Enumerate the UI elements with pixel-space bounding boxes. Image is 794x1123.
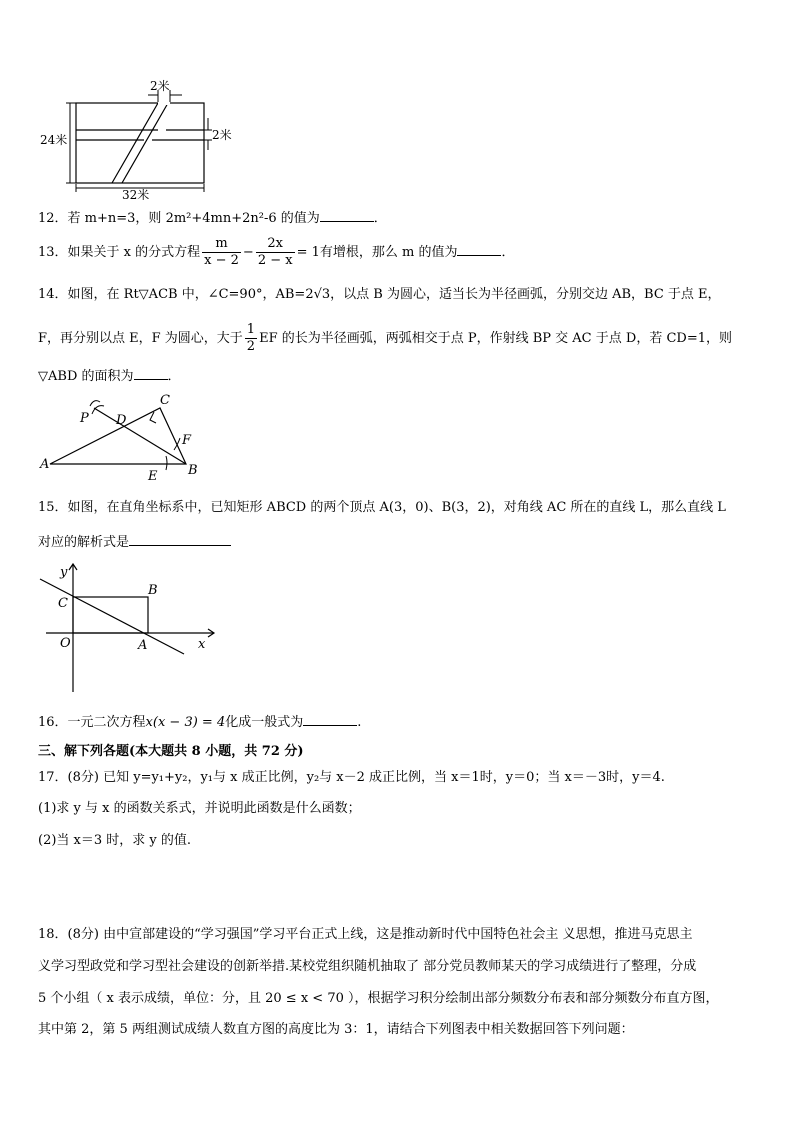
question-18-line-2: 义学习型政党和学习型社会建设的创新举措.某校党组织随机抽取了 部分党员教师某天的学习成绩进行了整理，分成 [38, 959, 697, 974]
q16-answer-blank[interactable] [303, 711, 357, 726]
q14-line3: ▽ABD 的面积为 [38, 369, 134, 384]
question-18-line-1: 18．(8分) 由中宣部建设的“学习强国”学习平台正式上线，这是推动新时代中国特色社会主 义思想，推进马克思主 [38, 927, 693, 942]
question-17-part-2: (2)当 x＝3 时，求 y 的值. [38, 833, 192, 848]
question-12 [38, 207, 387, 228]
q13-fraction-1 [202, 236, 241, 269]
q13-answer-blank[interactable] [457, 241, 501, 256]
q16-expr: x(x − 3) = 4 [145, 715, 226, 730]
point-a-label: A [40, 457, 50, 472]
label-left: 24米 [40, 133, 68, 147]
q14-end: ． [167, 369, 181, 384]
question-15-line-2 [38, 531, 231, 552]
point-e-label: E [148, 469, 158, 484]
point-b-label: B [148, 583, 158, 598]
question-17-line-1: 17．(8分) 已知 y=y₁+y₂，y₁与 x 成正比例，y₂与 x－2 成正比例，当 x＝1时，y＝0；当 x＝－3时，y＝4. [38, 770, 665, 785]
q12-text: 12．若 m+n=3，则 2m²+4mn+2n²-6 的值为 [38, 211, 320, 226]
axis-x-label: x [198, 637, 206, 652]
point-a-label: A [138, 638, 148, 653]
q14-half-fraction [245, 322, 257, 355]
point-c-label: C [58, 596, 68, 611]
q13-f1-den: x − 2 [204, 253, 239, 268]
question-16 [38, 711, 361, 732]
question-15-line-1: 15．如图，在直角坐标系中，已知矩形 ABCD 的两个顶点 A(3，0)、B(3，2)，对角线 AC 所在的直线 L，那么直线 L [38, 500, 726, 515]
origin-label: O [60, 636, 71, 651]
q16-end: . [357, 715, 362, 730]
q13-f2-den: 2 − x [257, 253, 293, 268]
q13-suffix: = 1有增根，那么 m 的值为 [296, 245, 458, 260]
label-right: 2米 [212, 128, 232, 142]
q14-line2-b: EF 的长为半径画弧，两弧相交于点 P，作射线 BP 交 AC 于点 D，若 CD=1，则 [259, 331, 732, 346]
point-c-label: C [160, 393, 170, 408]
road-figure [30, 78, 250, 200]
q15-answer-blank[interactable] [129, 531, 231, 546]
triangle-figure [36, 392, 206, 484]
point-d-label: D [116, 413, 127, 428]
q13-minus: − [242, 245, 254, 260]
q14-half-num: 1 [246, 322, 256, 337]
label-bottom: 32米 [122, 188, 150, 200]
q13-f1-num: m [202, 236, 241, 253]
question-18-line-3: 5 个小组（ x 表示成绩，单位：分，且 20 ≤ x < 70 ），根据学习积分绘制出部分频数分布表和部分频数分布直方图， [38, 991, 719, 1006]
question-17-part-1: (1)求 y 与 x 的函数关系式，并说明此函数是什么函数； [38, 801, 361, 816]
q14-line2-a: F，再分别以点 E，F 为圆心，大于 [38, 331, 243, 346]
point-p-label: P [80, 411, 89, 426]
q13-prefix: 13．如果关于 x 的分式方程 [38, 245, 201, 260]
q12-end: ． [373, 211, 387, 226]
q14-answer-blank[interactable] [134, 365, 168, 380]
point-b-label: B [188, 463, 198, 478]
question-18-line-4: 其中第 2，第 5 两组测试成绩人数直方图的高度比为 3：1，请结合下列图表中相关数据回答下列问题： [38, 1022, 634, 1037]
q14-half-den: 2 [246, 339, 256, 354]
q13-fraction-2 [256, 236, 295, 269]
q15-line2: 对应的解析式是 [38, 535, 130, 550]
question-14-line-3 [38, 365, 181, 386]
label-top: 2米 [150, 79, 170, 93]
question-14-line-2 [38, 322, 732, 355]
point-f-label: F [182, 433, 192, 448]
axis-y-label: y [60, 565, 68, 580]
question-13 [38, 236, 514, 269]
q12-answer-blank[interactable] [320, 207, 374, 222]
q16-prefix: 16．一元二次方程 [38, 715, 146, 730]
section-3-title: 三、解下列各题(本大题共 8 小题，共 72 分) [38, 744, 304, 759]
q16-suffix: 化成一般式为 [225, 715, 304, 730]
question-14-line-1: 14．如图，在 Rt▽ACB 中，∠C=90°，AB=2√3，以点 B 为圆心，适当长为半径画弧，分别交边 AB，BC 于点 E， [38, 287, 721, 302]
coordinate-figure [36, 560, 226, 696]
q13-f2-num: 2x [256, 236, 295, 253]
q13-end: ． [501, 245, 515, 260]
